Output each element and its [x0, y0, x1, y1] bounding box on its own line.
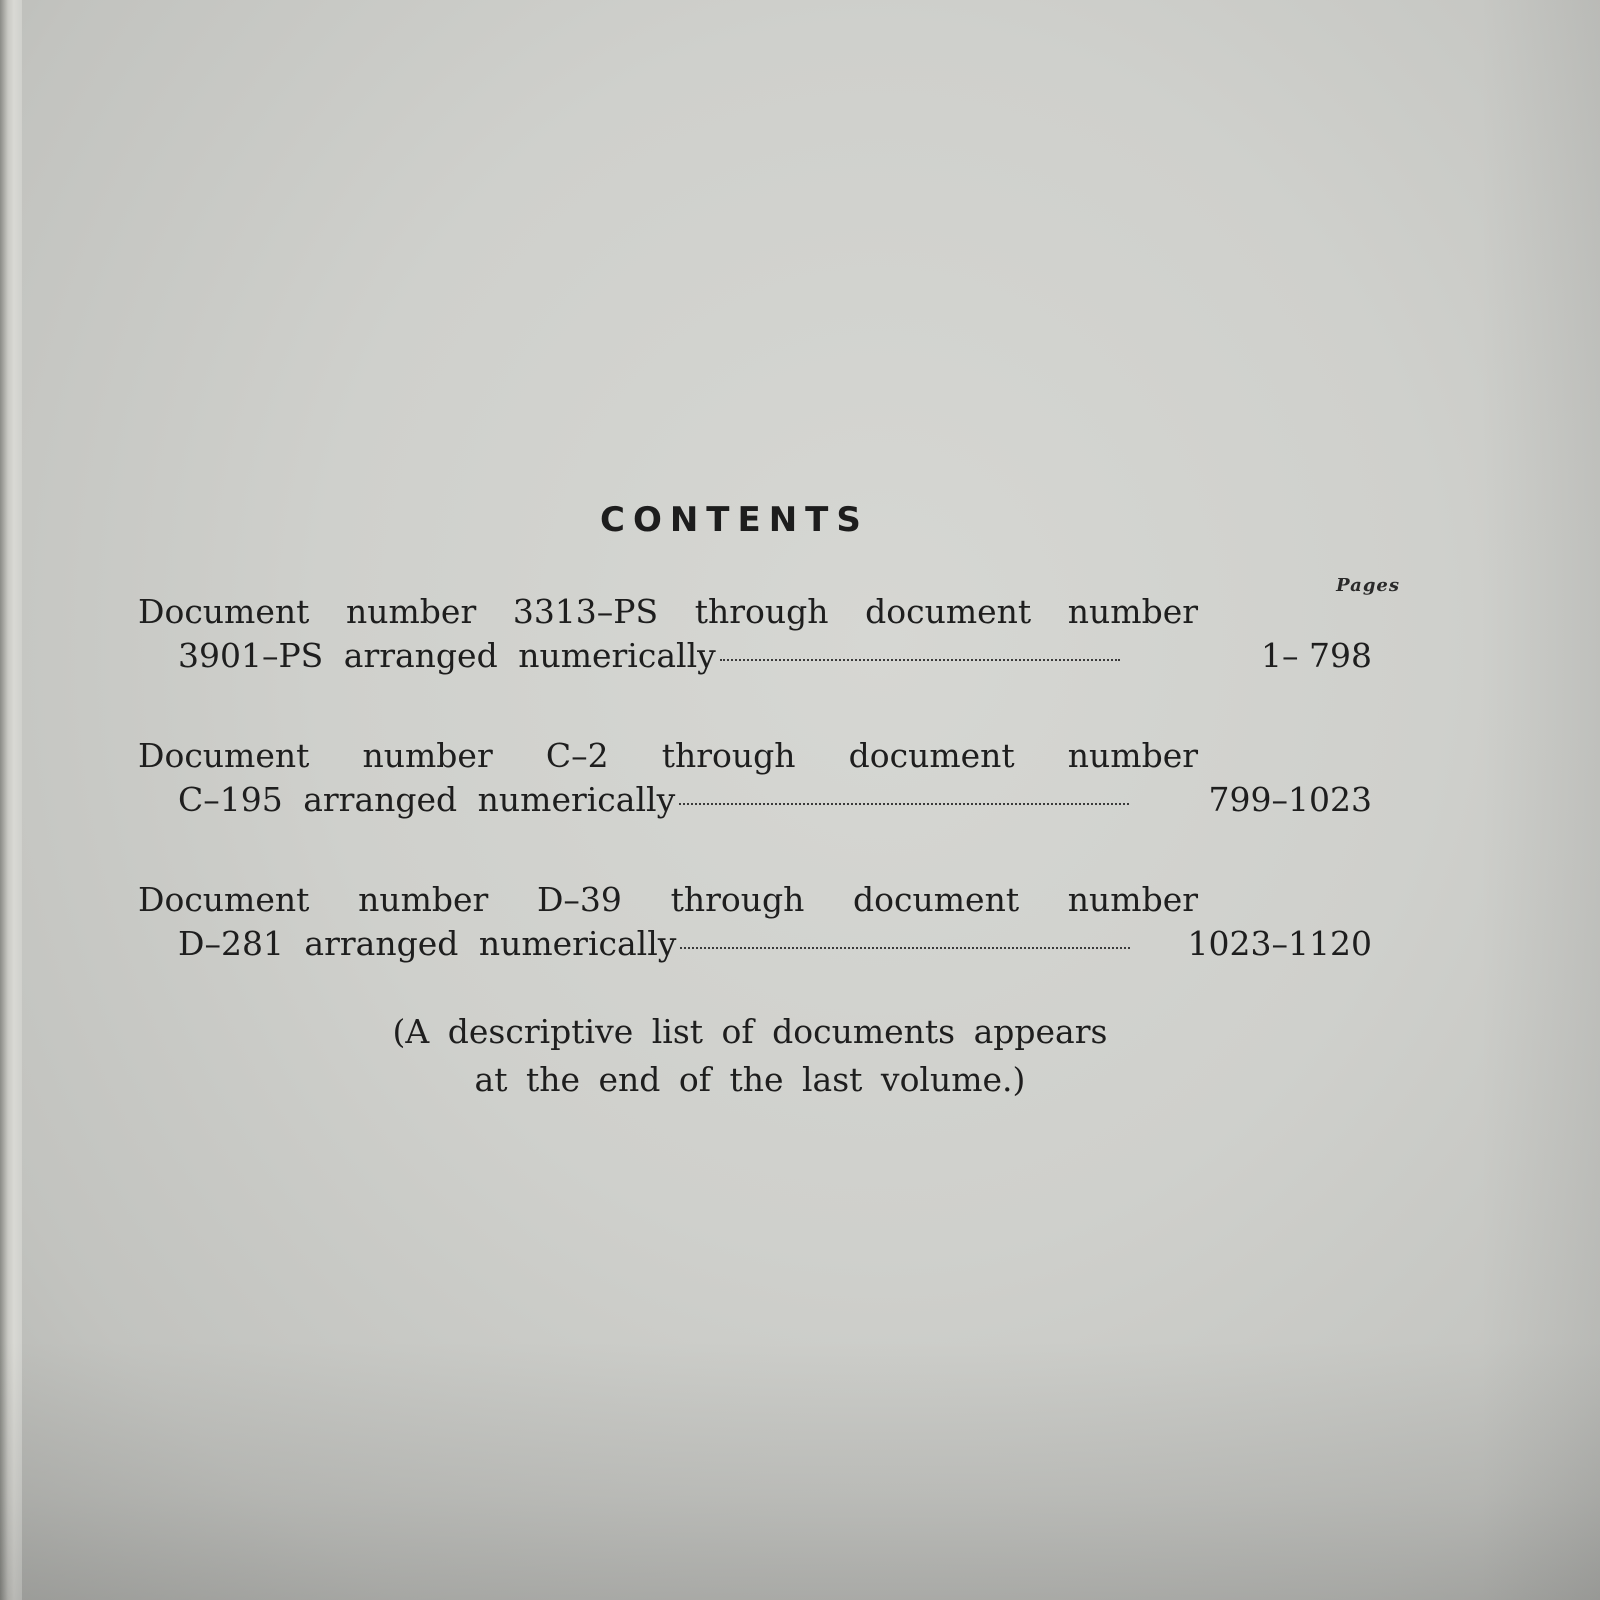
note-line-1: (A descriptive list of documents appears	[392, 1012, 1108, 1051]
note-line-2: at the end of the last volume.)	[474, 1060, 1026, 1099]
contents-entry	[138, 734, 1400, 822]
contents-heading: CONTENTS	[600, 500, 869, 540]
entry-title-line-1: Document number D–39 through document number	[138, 880, 1198, 919]
entry-title-line-1: Document number 3313–PS through document number	[138, 592, 1198, 631]
entry-title-line-2	[138, 922, 1400, 966]
contents-entry	[138, 590, 1400, 678]
dot-leader	[680, 947, 1130, 949]
entry-page-range: 1023–1120	[1187, 924, 1372, 963]
pages-column-label: Pages	[1336, 575, 1400, 596]
entry-title-line-2	[138, 778, 1400, 822]
page-shadow-bottom	[0, 1340, 1600, 1600]
entry-page-range: 1– 798	[1261, 636, 1372, 675]
entry-title-continuation: C–195 arranged numerically	[178, 780, 676, 819]
contents-entry	[138, 878, 1400, 966]
entry-page-range: 799–1023	[1208, 780, 1372, 819]
descriptive-list-note	[300, 1008, 1200, 1104]
entry-title-continuation: D–281 arranged numerically	[178, 924, 677, 963]
entry-title-line-2	[138, 634, 1400, 678]
entry-title-continuation: 3901–PS arranged numerically	[178, 636, 716, 675]
entry-title-line-1: Document number C–2 through document number	[138, 736, 1198, 775]
dot-leader	[679, 803, 1129, 805]
dot-leader	[720, 659, 1120, 661]
